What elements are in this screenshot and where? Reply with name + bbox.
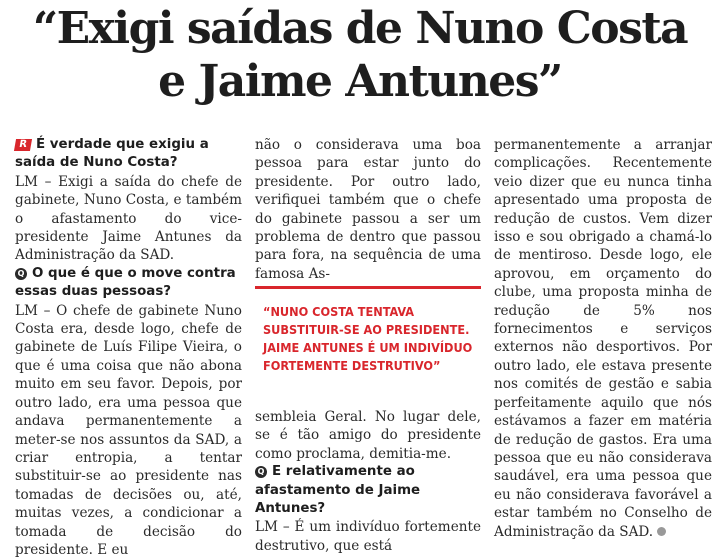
answer-3: LM – É um indivíduo fortemente destrutivo, que está (255, 519, 481, 554)
headline-line-2: e Jaime Antunes” (158, 56, 562, 107)
answer-2: LM – O chefe de gabinete Nuno Costa era, desde logo, chefe de gabinete de Luís Filipe Vieira, o que é uma coisa que não abona muito em seu favor. Depois, por outro lado, era uma pessoa que andava permanentemente a meter-se nos assuntos da SAD, a criar entropia, a tentar substituir-se ao presidente nas tomadas de decisões ou, até, muitas vezes, a condicionar a tomada de decisão do presidente. E eu (15, 302, 242, 558)
article-headline (0, 2, 720, 108)
pull-quote (255, 286, 481, 400)
answer-3-continued-text: permanentemente a arranjar complicações. Recentemente veio dizer que eu nunca tinha apresentado uma proposta de redução de custos. Vem dizer isso e sou obrigado a chamá-lo de mentiroso. Desde logo, ele aprovou, em orçamento do clube, uma proposta minha de redução de 5% nos fornecimentos e serviços externos não desportivos. Por outro lado, ele estava presente nos comités de gestão e sabia perfeitamente aquilo que nós estávamos a fazer em matéria de redução de gastos. Era uma pessoa que eu não considerava saudável, era uma pessoa que eu não considerava favorável a estar também no Conselho de Administração da SAD. (494, 137, 712, 540)
question-1 (15, 136, 242, 173)
column-1 (15, 136, 242, 559)
column-3 (494, 136, 712, 541)
end-of-article-icon (657, 527, 666, 536)
answer-2-continued: não o considerava uma boa pessoa para estar junto do presidente. Por outro lado, verifiquei também que o chefe do gabinete passou a ser um problema de dentro que passou para fora, na sequência de uma famosa As- (255, 137, 481, 282)
pull-quote-text: “NUNO COSTA TENTAVA SUBSTITUIR-SE AO PRESIDENTE. JAIME ANTUNES É UM INDIVÍDUO FORTEMENTE DESTRUTIVO” (263, 304, 473, 373)
question-marker-icon: Q (255, 466, 267, 478)
record-logo-icon: R (14, 139, 32, 151)
question-2-text: O que é que o move contra essas duas pessoas? (15, 265, 236, 300)
question-2 (15, 265, 242, 302)
column-2-bottom (255, 408, 481, 555)
answer-2-continued-2: sembleia Geral. No lugar dele, se é tão amigo do presidente como proclama, demitia-me. (255, 409, 481, 462)
question-3-text: E relativamente ao afastamento de Jaime Antunes? (255, 464, 421, 517)
headline-line-1: “Exigi saídas de Nuno Costa (32, 3, 688, 54)
column-2-top (255, 136, 481, 283)
question-3 (255, 463, 481, 518)
answer-1: LM – Exigi a saída do chefe de gabinete, Nuno Costa, e também o afastamento do vice-presidente Jaime Antunes da Administração da SAD. (15, 173, 242, 264)
question-1-text: É verdade que exigiu a saída de Nuno Costa? (15, 137, 209, 171)
answer-3-continued (494, 136, 712, 541)
question-marker-icon: Q (15, 268, 27, 280)
